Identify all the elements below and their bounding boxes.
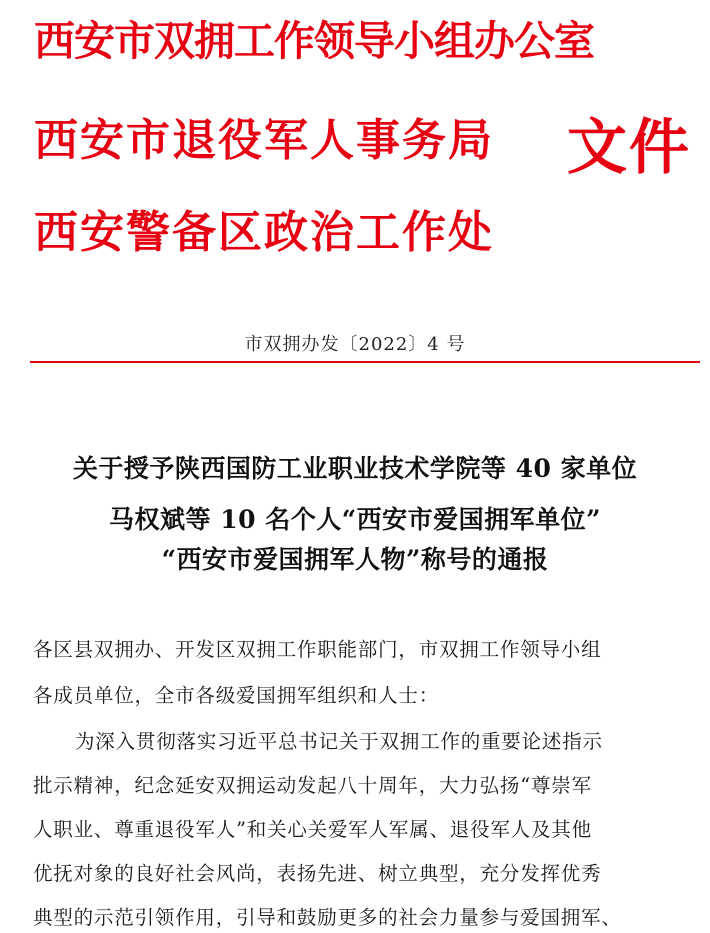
issuer-name-1: 西安市双拥工作领导小组办公室 xyxy=(34,17,594,65)
document-title-line-3: “西安市爱国拥军人物”称号的通报 xyxy=(161,545,549,574)
document-title-line-1: 关于授予陕西国防工业职业技术学院等 40 家单位 xyxy=(72,454,638,483)
issuer-name-2: 西安市退役军人事务局 xyxy=(34,115,494,166)
body-line: 典型的示范引领作用，引导和鼓励更多的社会力量参与爱国拥军、 xyxy=(33,906,622,929)
body-line: 为深入贯彻落实习近平总书记关于双拥工作的重要论述指示 xyxy=(75,730,603,753)
body-line: 人职业、尊重退役军人”和关心关爱军人军属、退役军人及其他 xyxy=(33,818,592,841)
document-number: 市双拥办发〔2022〕4 号 xyxy=(244,334,466,355)
body-line: 批示精神，纪念延安双拥运动发起八十周年，大力弘扬“尊崇军 xyxy=(33,774,592,797)
document-title-line-2: 马权斌等 10 名个人“西安市爱国拥军单位” xyxy=(109,505,601,534)
document-type-label: 文件 xyxy=(567,113,691,183)
body-line: 各成员单位，全市各级爱国拥军组织和人士： xyxy=(33,684,440,707)
body-line: 优抚对象的良好社会风尚，表扬先进、树立典型，充分发挥优秀 xyxy=(33,862,602,885)
body-line: 各区县双拥办、开发区双拥工作职能部门，市双拥工作领导小组 xyxy=(33,638,602,661)
issuer-name-3: 西安警备区政治工作处 xyxy=(34,207,494,258)
red-separator-line xyxy=(30,361,700,363)
